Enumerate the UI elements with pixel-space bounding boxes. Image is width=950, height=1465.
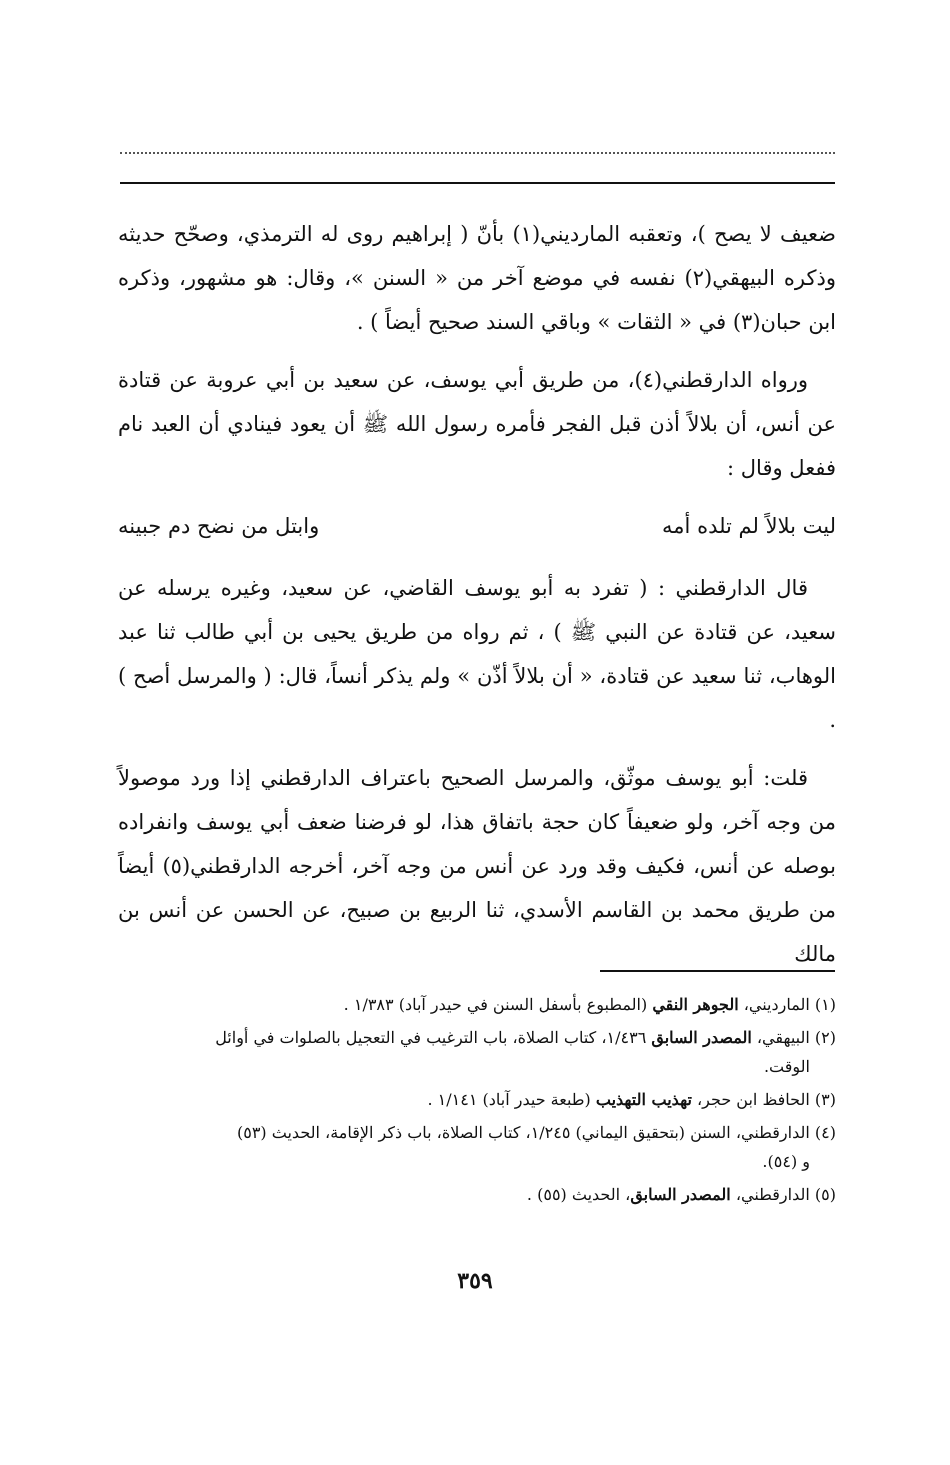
footnote-book-title: المصدر السابق [630,1185,731,1204]
footnote-text: المارديني، [738,995,810,1014]
footnote-text: الدارقطني، السنن (بتحقيق اليماني) ١/٢٤٥، كتاب الصلاة، باب ذكر الإقامة، الحديث (٥٣) [236,1123,810,1142]
footnote-number: (٢) [814,1028,836,1047]
footnote-5 [118,1180,836,1209]
header-dotted-rule [120,152,835,154]
footnote-text: ١/٤٣٦، كتاب الصلاة، باب الترغيب في التعجيل بالصلوات في أوائل [215,1028,652,1047]
footnote-continuation: الوقت. [763,1057,810,1076]
footnote-2 [118,1023,836,1081]
main-text [118,212,836,990]
paragraph-4: قلت: أبو يوسف موثّق، والمرسل الصحيح باعتراف الدارقطني إذا ورد موصولاً من وجه آخر، ولو ضعيفاً كان حجة باتفاق هذا، لو فرضنا ضعف أبي يوسف وانفراده بوصله عن أنس، فكيف وقد ورد عن أنس من وجه آخر، أخرجه الدارقطني(٥) أيضاً من طريق محمد بن القاسم الأسدي، ثنا الربيع بن صبيح، عن الحسن عن أنس بن مالك [118,766,836,966]
footnotes [118,990,836,1213]
footnote-text: البيهقي، [751,1028,810,1047]
header-solid-rule [120,182,835,184]
verse-gap [461,504,521,548]
footnote-book-title: تهذيب التهذيب [595,1090,692,1109]
footnote-text: (طبعة حيدر آباد) ١/١٤١ . [427,1090,596,1109]
footnote-text: الحافظ ابن حجر، [691,1090,810,1109]
footnote-book-title: المصدر السابق [651,1028,752,1047]
footnote-1 [118,990,836,1019]
footnote-text: الدارقطني، [730,1185,810,1204]
footnote-number: (٥) [814,1185,836,1204]
poetry-verse [118,504,836,548]
footnote-number: (٣) [814,1090,836,1109]
footnote-number: (١) [814,995,836,1014]
footnote-separator [600,970,835,972]
verse-hemistich-left: وابتل من نضح دم جبينه [118,514,320,538]
page-number: ٣٥٩ [457,1268,493,1294]
footnote-text: (المطبوع بأسفل السنن في حيدر آباد) ١/٣٨٣ . [343,995,653,1014]
paragraph-2: ورواه الدارقطني(٤)، من طريق أبي يوسف، عن سعيد بن أبي عروبة عن قتادة عن أنس، أن بلالاً أذن قبل الفجر فأمره رسول الله ﷺ أن يعود فينادي أن العبد نام ففعل وقال : [118,368,836,480]
footnote-book-title: الجوهر النقي [652,995,739,1014]
footnote-continuation: و (٥٤). [762,1152,810,1171]
footnote-text: ، الحديث (٥٥) . [526,1185,631,1204]
footnote-3 [118,1085,836,1114]
footnote-4 [118,1118,836,1176]
footnote-number: (٤) [814,1123,836,1142]
verse-hemistich-right: ليت بلالاً لم تلده أمه [662,514,836,538]
paragraph-1: ضعيف لا يصح )، وتعقبه المارديني(١) بأنّ ( إبراهيم روى له الترمذي، وصحّح حديثه وذكره البيهقي(٢) نفسه في موضع آخر من « السنن »، وقال: هو مشهور، وذكره ابن حبان(٣) في « الثقات » وباقي السند صحيح أيضاً ) . [118,222,836,334]
paragraph-3: قال الدارقطني : ( تفرد به أبو يوسف القاضي، عن سعيد، وغيره يرسله عن سعيد، عن قتادة عن النبي ﷺ ) ، ثم رواه من طريق يحيى بن أبي طالب ثنا عبد الوهاب، ثنا سعيد عن قتادة، « أن بلالاً أذّن » ولم يذكر أنساً، قال: ( والمرسل أصح ) . [118,576,836,732]
